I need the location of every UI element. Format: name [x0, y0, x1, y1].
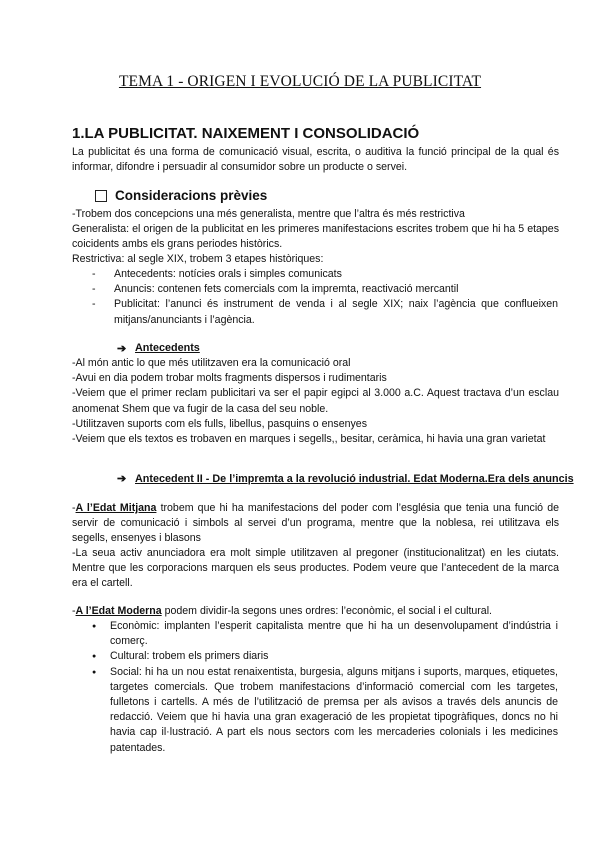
paragraph: -Trobem dos concepcions una més generalista, mentre que l’altra és més restrictiva — [72, 208, 465, 220]
antecedents-heading — [117, 342, 200, 355]
paragraph: -La seua activ anunciadora era molt simple utilitzaven al pregoner (institucionalitzat) en les ciutats. Mentre que les corporacions marquen els seus productes. Podem veure que l’antecedent de la marca era el cartell. — [72, 547, 559, 590]
antecedent2-heading — [117, 472, 575, 486]
mitjana-label: A l’Edat Mitjana — [75, 502, 157, 514]
arrow-right-icon: ➔ — [117, 343, 127, 355]
section-heading: 1.LA PUBLICITAT. NAIXEMENT I CONSOLIDACIÓ — [72, 125, 420, 142]
paragraph: Restrictiva: al segle XIX, trobem 3 etapes històriques: — [72, 253, 324, 265]
list-item: ● Social: hi ha un nou estat renaixentista, burgesia, alguns mitjans i suports, marques, etiquetes, targetes comercials. Que trobem manifestacions d’informació comercial com les targetes, fulletons i cartells. A més de l’utilització de premsa per als avisos a través dels anuncis de redacció. Veiem que hi havia una gran exageració de les propietat tipogràfiques, doncs no hi havia cap il·lustració. A part els nous sectors com les mercaderies colonials i les medicines patentades. — [90, 665, 558, 756]
etapes-list — [92, 267, 558, 328]
mitjana-text: trobem que hi ha manifestacions del poder com l’església que tenia una funció de servir de comunicació i simbols al servei d’un programa, mentre que la noblesa, rei utilitzava els segells, ensenyes i blasons — [72, 502, 559, 545]
list-item: ● Econòmic: implanten l’esperit capitalista mentre que hi ha un desenvolupament d’indústria i comerç. — [90, 619, 558, 649]
moderna-list — [90, 619, 558, 756]
paragraph: -Veiem que el primer reclam publicitari va ser el papir egipci al 3.000 a.C. Aquest tractava d’un esclau anomenat Shem que va fugir de la casa del seu noble. — [72, 387, 559, 415]
antecedent2-heading-text: Antecedent II - De l’impremta a la revolució industrial. Edat Moderna.Era dels anuncis — [135, 473, 574, 485]
list-item: - Anuncis: contenen fets comercials com la impremta, reactivació mercantil — [92, 282, 558, 297]
paragraph: Generalista: el origen de la publicitat en les primeres manifestacions escrites trobem que hi ha 5 etapes coicidents ambs els grans periodes històrics. — [72, 223, 559, 251]
antecedents-heading-text: Antecedents — [135, 342, 200, 354]
arrow-right-icon: ➔ — [117, 473, 127, 485]
paragraph: -Veiem que els textos es trobaven en marques i segells,, besitar, ceràmica, hi havia una gran varietat — [72, 433, 546, 446]
paragraph: -Utilitzaven suports com els fulls, libellus, pasquins o ensenyes — [72, 417, 367, 430]
consideracions-heading-text: Consideracions prèvies — [115, 188, 268, 203]
moderna-label: A l’Edat Moderna — [75, 605, 162, 617]
moderna-paragraph — [72, 604, 559, 619]
paragraph: -Al món antic lo que més utilitzaven era la comunicació oral — [72, 357, 351, 369]
list-item: ● Cultural: trobem els primers diaris — [90, 649, 558, 664]
list-item: - Antecedents: notícies orals i simples comunicats — [92, 267, 558, 282]
paragraph: -Avui en dia podem trobar molts fragments dispersos i rudimentaris — [72, 372, 387, 385]
consideracions-heading — [95, 188, 267, 203]
dash-prefix: - — [72, 502, 76, 514]
mitjana-paragraph — [72, 501, 559, 547]
checkbox-icon — [95, 190, 107, 202]
dash-prefix: - — [72, 605, 76, 617]
antecedents-lines — [72, 356, 559, 447]
document-title: TEMA 1 - ORIGEN I EVOLUCIÓ DE LA PUBLICITAT — [118, 73, 482, 90]
section-intro: La publicitat és una forma de comunicació visual, escrita, o auditiva la funció principal de la qual és informar, difondre i persuadir al consumidor sobre un producte o servei. — [72, 146, 559, 174]
list-item: - Publicitat: l’anunci és instrument de venda i al segle XIX; naix l’agència que conflueixen mitjans/anunciants i l’agència. — [92, 297, 558, 327]
moderna-text: podem dividir-la segons unes ordres: l’econòmic, el social i el cultural. — [161, 605, 492, 617]
